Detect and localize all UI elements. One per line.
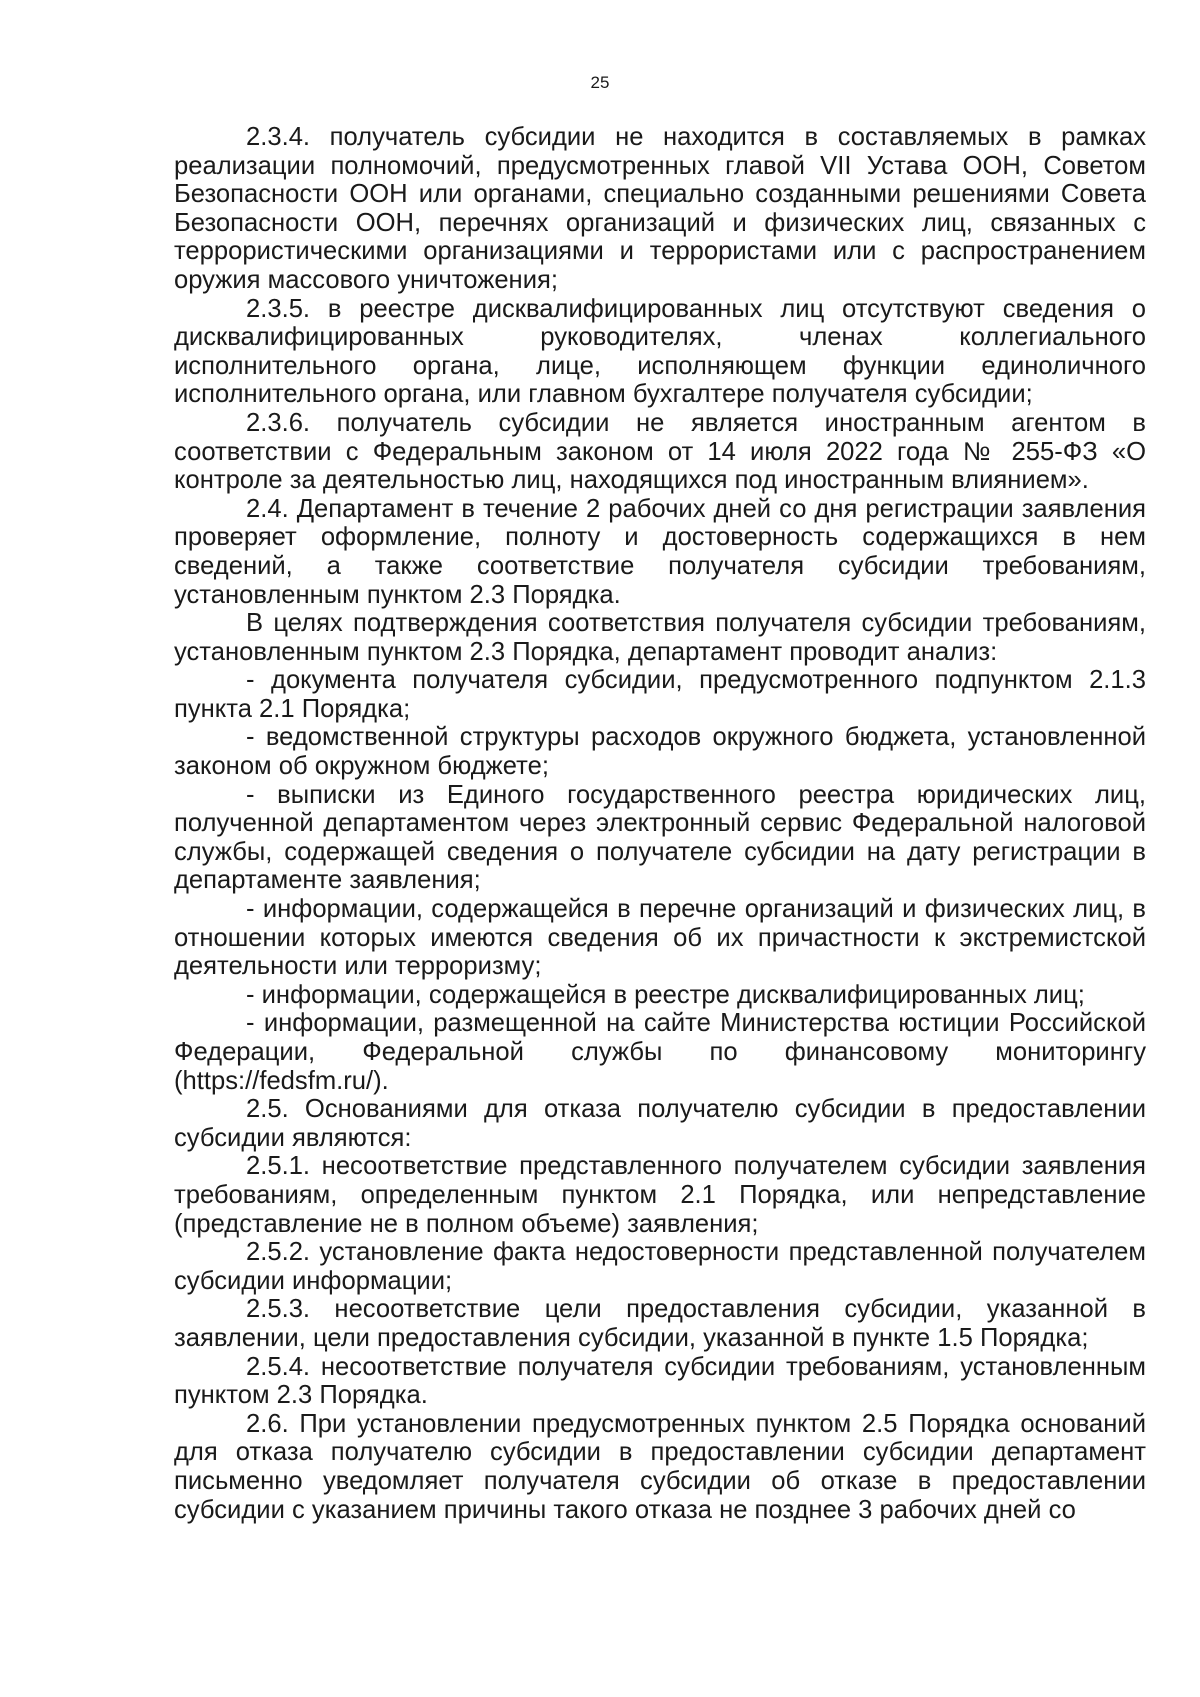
list-item-budget-structure: - ведомственной структуры расходов окружного бюджета, установленной законом об окружном бюджете; <box>174 723 1146 781</box>
paragraph-2-5-4: 2.5.4. несоответствие получателя субсидии требованиям, установленным пунктом 2.3 Порядка. <box>174 1352 1146 1410</box>
list-item-ministry-website: - информации, размещенной на сайте Министерства юстиции Российской Федерации, Федеральной службы по финансовому мониторингу (https://fedsfm.ru/). <box>174 1009 1146 1095</box>
document-body <box>174 123 1146 1524</box>
paragraph-2-5-1: 2.5.1. несоответствие представленного получателем субсидии заявления требованиям, определенным пунктом 2.1 Порядка, или непредставление (представление не в полном объеме) заявления; <box>174 1152 1146 1238</box>
paragraph-2-4: 2.4. Департамент в течение 2 рабочих дней со дня регистрации заявления проверяет оформление, полноту и достоверность содержащихся в нем сведений, а также соответствие получателя субсидии требованиям, установленным пунктом 2.3 Порядка. <box>174 494 1146 609</box>
list-item-disqualified-registry: - информации, содержащейся в реестре дисквалифицированных лиц; <box>246 980 1085 1009</box>
paragraph-2-3-6: 2.3.6. получатель субсидии не является иностранным агентом в соответствии с Федеральным законом от 14 июля 2022 года № 255-ФЗ «О контроле за деятельностью лиц, находящихся под иностранным влиянием». <box>174 408 1146 495</box>
paragraph-2-3-5: 2.3.5. в реестре дисквалифицированных лиц отсутствуют сведения о дисквалифицированных руководителях, членах коллегиального исполнительного органа, лице, исполняющем функции единоличного исполнительного органа, или главном бухгалтере получателя субсидии; <box>174 294 1146 409</box>
paragraph-2-5-2: 2.5.2. установление факта недостоверности представленной получателем субсидии информации; <box>174 1238 1146 1295</box>
list-item-egrul-extract: - выписки из Единого государственного реестра юридических лиц, полученной департаментом через электронный сервис Федеральной налоговой службы, содержащей сведения о получателе субсидии на дату регистрации в департаменте заявления; <box>174 780 1146 895</box>
paragraph-2-5-3: 2.5.3. несоответствие цели предоставления субсидии, указанной в заявлении, цели предоставления субсидии, указанной в пункте 1.5 Порядка; <box>174 1295 1146 1352</box>
list-item-document: - документа получателя субсидии, предусмотренного подпунктом 2.1.3 пункта 2.1 Порядка; <box>174 666 1146 723</box>
page-number: 25 <box>590 73 610 92</box>
paragraph-analysis-intro: В целях подтверждения соответствия получателя субсидии требованиям, установленным пунктом 2.3 Порядка, департамент проводит анализ: <box>174 609 1146 666</box>
paragraph-2-5: 2.5. Основаниями для отказа получателю субсидии в предоставлении субсидии являются: <box>174 1095 1146 1152</box>
paragraph-2-6: 2.6. При установлении предусмотренных пунктом 2.5 Порядка оснований для отказа получателю субсидии в предоставлении субсидии департамент письменно уведомляет получателя субсидии об отказе в предоставлении субсидии с указанием причины такого отказа не позднее 3 рабочих дней со <box>174 1409 1146 1524</box>
list-item-extremism-list: - информации, содержащейся в перечне организаций и физических лиц, в отношении которых имеются сведения об их причастности к экстремистской деятельности или терроризму; <box>174 895 1146 981</box>
paragraph-2-3-4: 2.3.4. получатель субсидии не находится в составляемых в рамках реализации полномочий, предусмотренных главой VII Устава ООН, Советом Безопасности ООН или органами, специально созданными решениями Совета Безопасности ООН, перечнях организаций и физических лиц, связанных с террористическими организациями и террористами или с распространением оружия массового уничтожения; <box>174 123 1146 294</box>
